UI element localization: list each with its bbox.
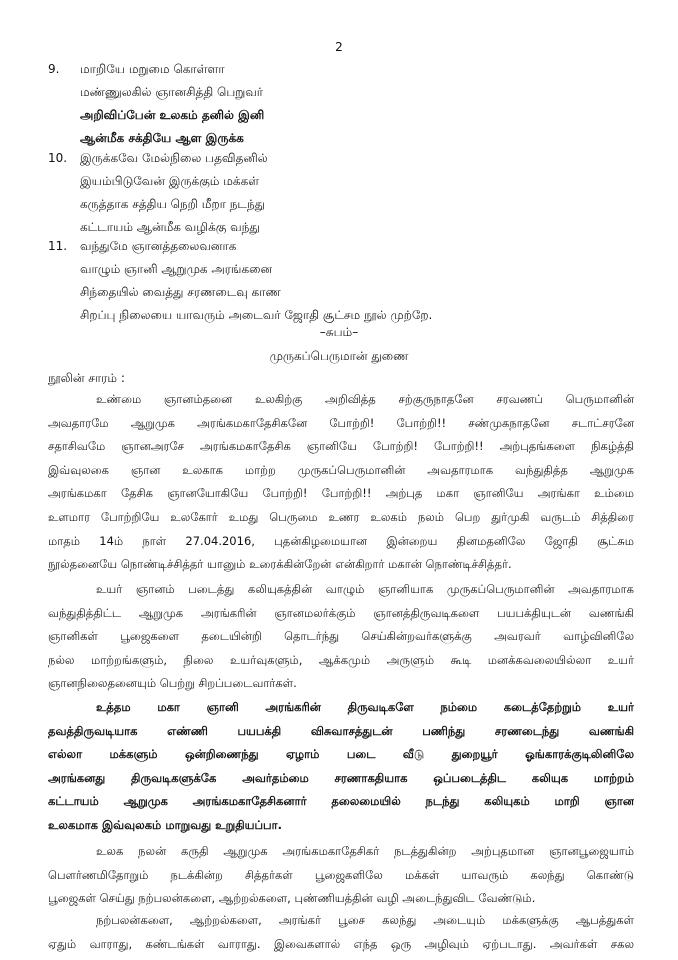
paragraph-line: உலகமாக இவ்வுலகம் மாறுவது உறுதியப்பா.	[48, 817, 282, 832]
paragraph-line: கட்டாயம் ஆறுமுக அரங்கமகாதேசிகனார் தலைமையில் நடந்து கலியுகம் மாறி ஞான	[48, 794, 634, 809]
verse-number: 10.	[48, 151, 68, 165]
paragraph-line: பௌர்ணமிதோறும் நடக்கின்ற சித்தர்கள் பூஜைகளிலே மக்கள் யாவரும் கலந்து கொண்டு	[48, 867, 634, 882]
summary-paragraph	[48, 388, 634, 577]
subham-mark: –சுபம்–	[319, 325, 359, 339]
paragraph-line: நல்ல மாற்றங்களும், நிலை உயர்வுகளும், ஆக்கமும் அருளும் கூடி மனக்கவலையில்லா உயர்	[48, 652, 634, 667]
paragraph-line: ஏதும் வாராது, கண்டங்கள் வாராது. இவைகளால் எந்த ஒரு அழிவும் ஏற்படாது. அவர்கள் சகல	[48, 936, 634, 951]
paragraph-line: உத்தம மகா ஞானி அரங்கரின் திருவடிகளே நம்மை கடைத்தேற்றும் உயர்	[96, 700, 634, 714]
blessing-line: முருகப்பெருமான் துணை	[269, 349, 409, 363]
verse-line: மாறியே மறுமை கொள்ளா	[80, 62, 225, 76]
verse-line: கட்டாயம் ஆன்மீக வழிக்கு வந்து	[80, 220, 260, 234]
paragraph-line: ஞானிகள் பூஜைகளை தடையின்றி தொடர்ந்து செய்கின்றவர்களுக்கு அவரவர் வாழ்வினிலே	[48, 629, 634, 644]
paragraph-line: வந்துதித்திட்ட ஆறுமுக அரங்கரின் ஞானமலர்க்கும் ஞானத்திருவடிகளை பயபக்தியுடன் வணங்கி	[48, 605, 634, 620]
paragraph-line: அரங்கமகா தேசிக ஞானயோகியே போற்றி! போற்றி!! அற்புத மகா ஞானியே அரங்கா உம்மை	[48, 486, 634, 501]
verse-line: இருக்கவே மேல்நிலை பதவிதனில்	[80, 151, 268, 165]
verse-line: இயம்பிடுவேன் இருக்கும் மக்கள்	[80, 174, 260, 188]
summary-paragraph-bold	[48, 696, 634, 838]
paragraph-line: பூஜைகள் செய்து நற்பலன்களை, ஆற்றல்களை, புண்ணியத்தின் வழி அடைந்துவிட வேண்டும்.	[48, 891, 536, 906]
verse-line: சிந்தையில் வைத்து சரணடைவு காண	[80, 285, 281, 299]
paragraph-line: உளமார போற்றியே உலகோர் உமது பெருமை உணர உலகம் நலம் பெற துர்முகி வருடம் சித்திரை	[48, 509, 634, 524]
paragraph-line: உண்மை ஞானம்தனை உலகிற்கு அறிவித்த சற்குருநாதனே சரவணப் பெருமானின்	[96, 392, 634, 406]
paragraph-line: அரங்கனது திருவடிகளுக்கே அவர்தம்மை சரணாகதியாக ஒப்படைத்திட கலியுக மாற்றம்	[48, 770, 634, 785]
verse-line: வாழும் ஞானி ஆறுமுக அரங்கனை	[80, 262, 273, 276]
paragraph-line: தவத்திருவடியாக எண்ணி பயபக்தி விசுவாசத்துடன் பணிந்து சரணடைந்து வணங்கி	[48, 723, 634, 738]
paragraph-line: அவதாரமே ஆறுமுக அரங்கமகாதேசிகனே போற்றி! போற்றி!! சண்முகநாதனே சடாட்சரனே	[48, 415, 634, 430]
verse-number: 11.	[48, 239, 68, 253]
paragraph-line: உயர் ஞானம் படைத்து கலியுகத்தின் வாழும் ஞானியாக முருகப்பெருமானின் அவதாரமாக	[96, 582, 634, 596]
verse-line: ஆன்மீக சக்தியே ஆள இருக்க	[80, 131, 244, 145]
paragraph-line: மாதம் 14ம் நாள் 27.04.2016, புதன்கிழமையான இன்றைய தினமதனிலே ஜோதி சூட்சும	[48, 533, 634, 548]
paragraph-line: நூல்தனையே நொண்டிச்சித்தர் யானும் உரைக்கின்றேன் என்கிறார் மகான் நொண்டிச்சித்தர்.	[48, 557, 512, 572]
summary-heading: நூலின் சாரம் :	[48, 371, 125, 385]
paragraph-line: நற்பலன்களை, ஆற்றல்களை, அரங்கர் பூசை கலந்து அடையும் மக்களுக்கு ஆபத்துகள்	[96, 913, 634, 927]
summary-paragraph	[48, 909, 634, 956]
verse-number: 9.	[48, 62, 60, 76]
verse-line: கருத்தாக சத்திய நெறி மீறா நடந்து	[80, 197, 266, 211]
verse-line: சிறப்பு நிலையை யாவரும் அடைவர் ஜோதி சூட்சம நூல் முற்றே.	[80, 308, 433, 322]
paragraph-line: ஞானநிலைதனையும் பெற்று சிறப்படைவார்கள்.	[48, 676, 297, 691]
page-number: 2	[335, 40, 343, 54]
paragraph-line: சதாசிவமே ஞானஅரசே அரங்கமகாதேசிக ஞானியே போற்றி! போற்றி!! அற்புதங்களை நிகழ்த்தி	[48, 439, 634, 454]
summary-paragraph	[48, 578, 634, 696]
paragraph-line: இவ்வுலகை ஞான உலகாக மாற்ற முருகப்பெருமானின் அவதாரமாக வந்துதித்த ஆறுமுக	[48, 462, 634, 477]
paragraph-line: எல்லா மக்களும் ஒன்றிணைந்து ஏழாம் படை வீடு துறையூர் ஓங்காரக்குடிலினிலே	[48, 747, 634, 762]
verse-line: அறிவிப்பேன் உலகம் தனில் இனி	[80, 108, 265, 122]
summary-paragraph	[48, 840, 634, 911]
verse-line: வந்துமே ஞானத்தலைவனாக	[80, 239, 237, 253]
verse-line: மண்ணுலகில் ஞானசித்தி பெறுவர்	[80, 85, 264, 99]
paragraph-line: உலக நலன் கருதி ஆறுமுக அரங்கமகாதேசிகர் நடத்துகின்ற அற்புதமான ஞானபூஜையாம்	[96, 844, 634, 858]
